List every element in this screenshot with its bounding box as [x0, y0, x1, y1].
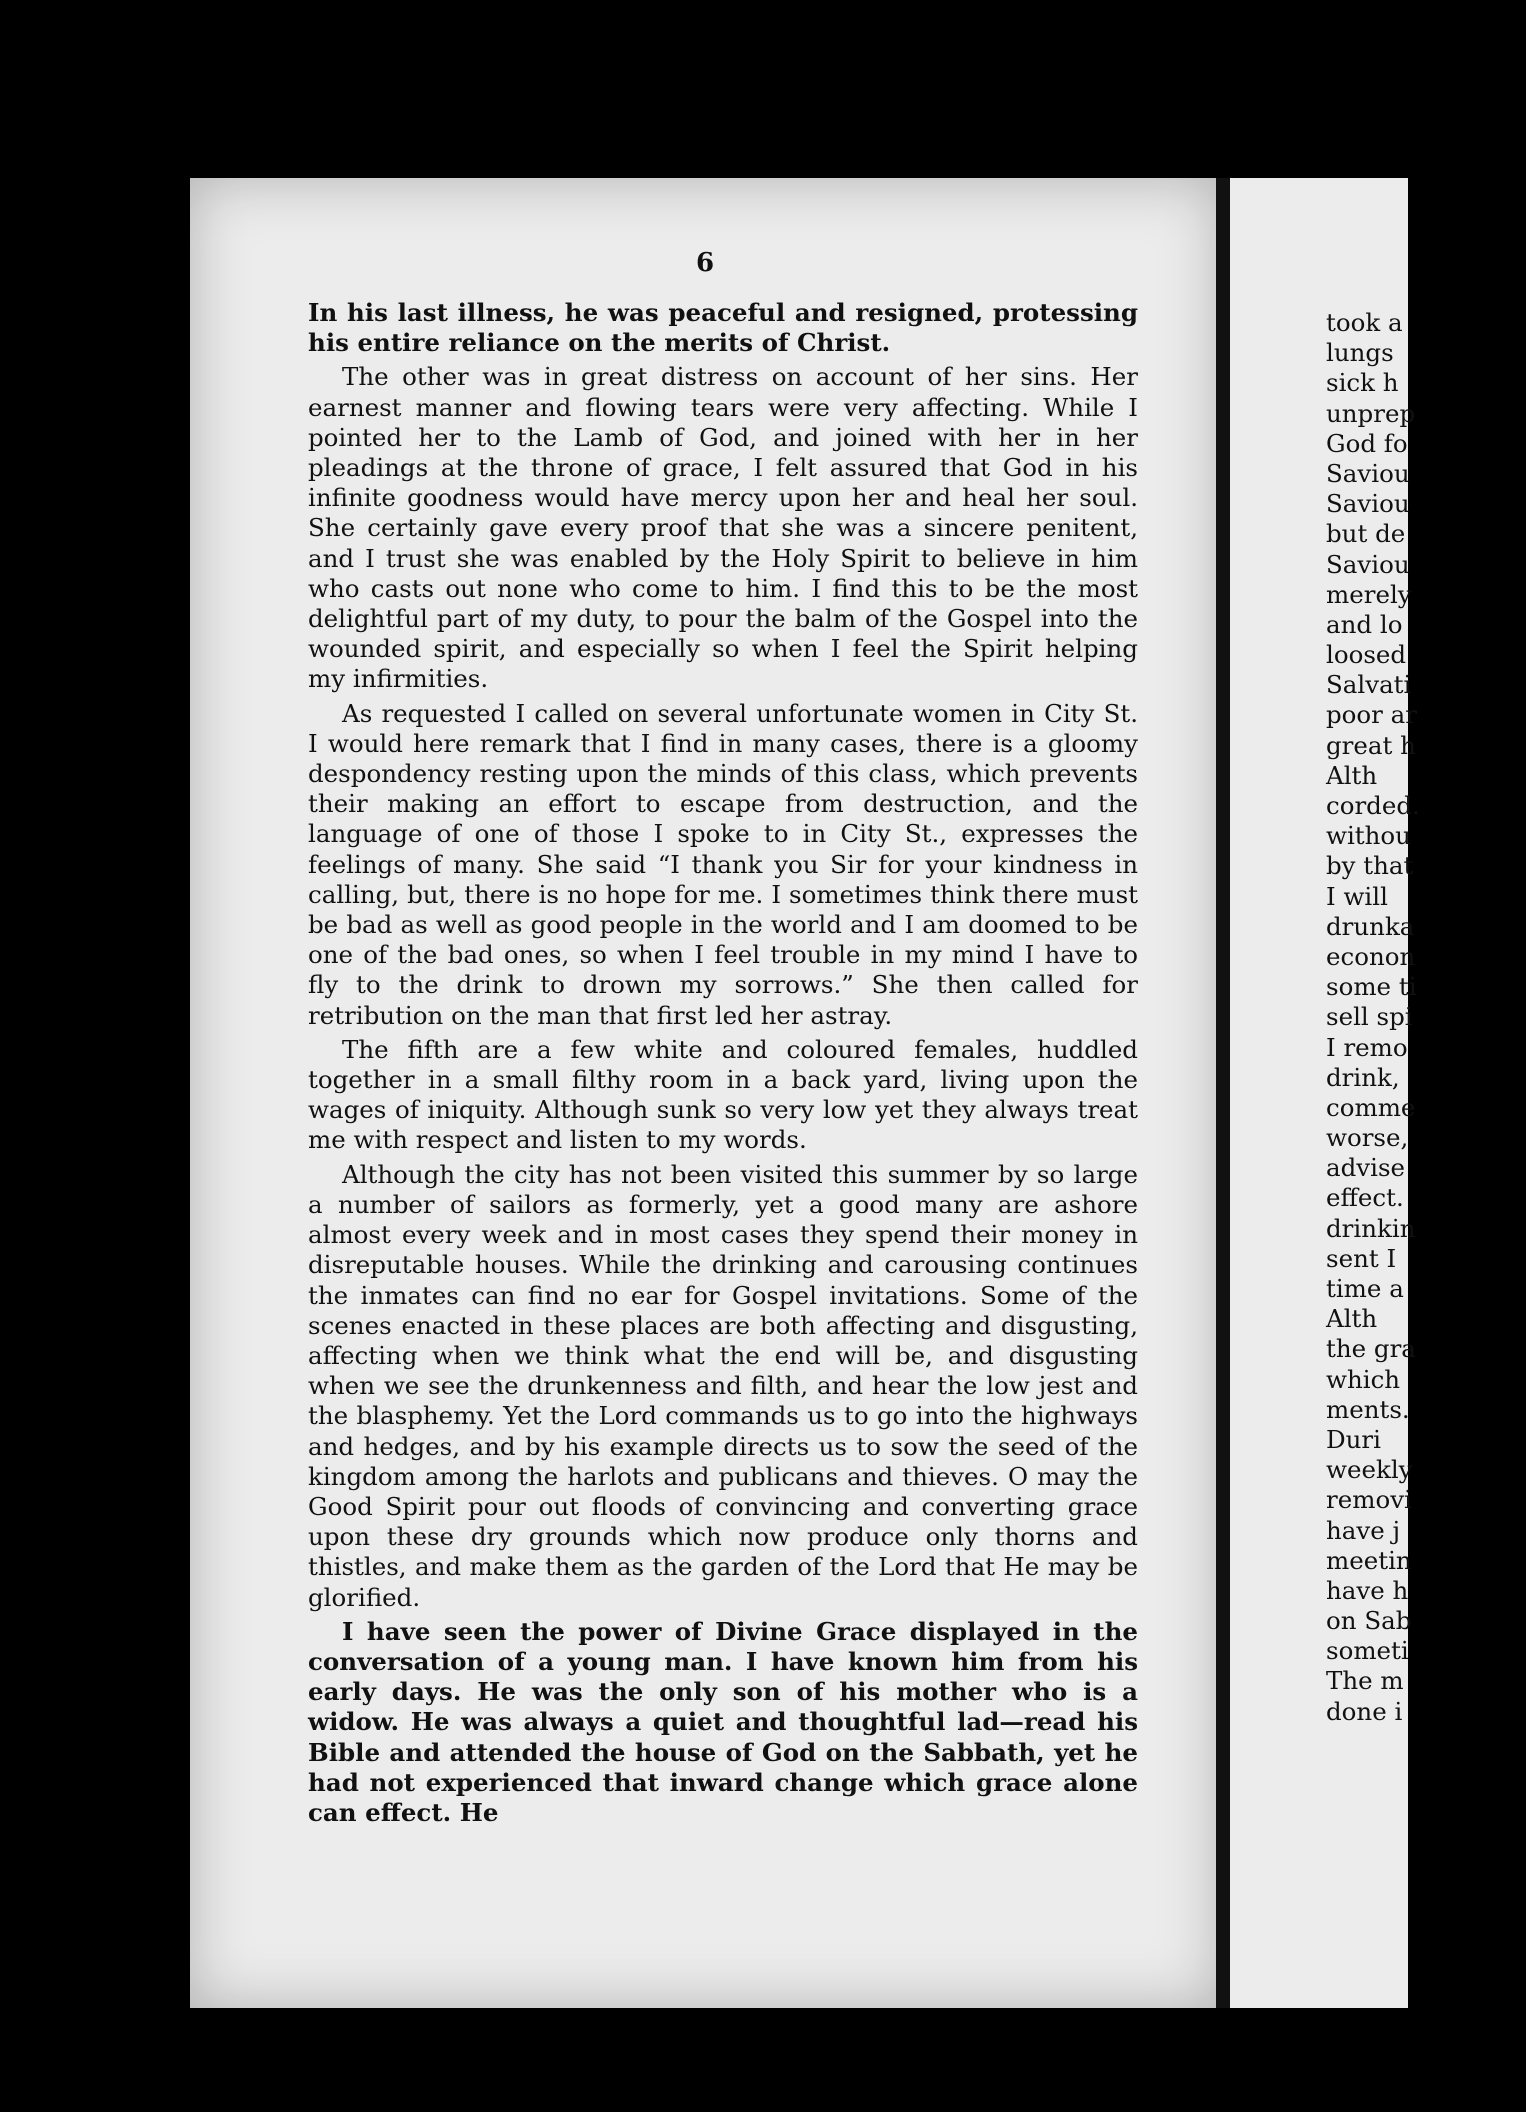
right-fragment-line: God fo	[1326, 428, 1408, 458]
right-fragment-line: effect.	[1326, 1183, 1404, 1213]
right-fragment-line: Alth	[1326, 1304, 1378, 1334]
right-text-fragments	[1326, 308, 1526, 1727]
right-fragment-line: loosed	[1326, 640, 1407, 670]
right-fragment-line: by that	[1326, 851, 1414, 881]
right-fragment-line: time a	[1326, 1274, 1404, 1303]
right-fragment-line: I remo	[1326, 1032, 1408, 1062]
right-fragment-line: Duri	[1326, 1424, 1381, 1454]
right-fragment-line: worse,	[1326, 1123, 1409, 1153]
paragraph-2: The other was in great distress on account of her sins. Her earnest manner and flowing tears were very affecting. While I pointed her to the Lamb of God, and joined with her in her pleadings at the throne of grace, I felt assured that God in his infinite goodness would have mercy upon her and heal her soul. She certainly gave every proof that she was a sincere penitent, and I trust she was enabled by the Holy Spirit to believe in him who casts out none who come to him. I find this to be the most delightful part of my duty, to pour the balm of the Gospel into the wounded spirit, and especially so when I feel the Spirit helping my infirmities.	[308, 362, 1138, 694]
paragraph-6: I have seen the power of Divine Grace displayed in the conversation of a young man. I have known him from his early days. He was the only son of his mother who is a widow. He was always a quiet and thoughtful lad—read his Bible and attended the house of God on the Sabbath, yet he had not experienced that inward change which grace alone can effect. He	[308, 1616, 1138, 1827]
page-number: 6	[695, 248, 715, 278]
right-page-cropped	[1230, 178, 1420, 2008]
right-fragment-line: lungs	[1326, 338, 1394, 368]
left-page	[190, 178, 1220, 2008]
right-fragment-line: withou	[1326, 821, 1411, 851]
right-fragment-line: the gra	[1326, 1334, 1416, 1364]
right-fragment-line: sick h	[1326, 368, 1399, 398]
right-fragment-line: Saviou	[1326, 489, 1410, 519]
right-fragment-line: econon	[1326, 941, 1416, 971]
right-fragment-line: someti	[1326, 1636, 1409, 1666]
right-fragment-line: sell spi	[1326, 1002, 1413, 1032]
right-fragment-line: drinkin	[1326, 1213, 1416, 1243]
right-fragment-line: Saviou	[1326, 549, 1410, 579]
right-fragment-line: drunka	[1326, 911, 1415, 941]
right-fragment-line: sent I	[1326, 1243, 1397, 1273]
right-fragment-line: The m	[1326, 1666, 1404, 1696]
right-fragment-line: poor ar	[1326, 700, 1418, 730]
right-fragment-line: which	[1326, 1364, 1401, 1394]
right-fragment-line: merely	[1326, 579, 1412, 609]
right-fragment-line: corded.	[1326, 791, 1420, 820]
right-fragment-line: took a	[1326, 308, 1403, 337]
paragraph-1: In his last illness, he was peaceful and resigned, protessing his entire reliance on the merits of Christ.	[308, 298, 1138, 358]
right-fragment-line: but de	[1326, 519, 1406, 549]
page-gutter	[1216, 178, 1230, 2008]
main-text-column	[308, 298, 1138, 1832]
right-fragment-line: weekly	[1326, 1455, 1413, 1485]
right-fragment-line: drink,	[1326, 1062, 1400, 1092]
right-fragment-line: on Sab	[1326, 1606, 1412, 1636]
right-fragment-line: and lo	[1326, 609, 1403, 639]
right-fragment-line: Saviou	[1326, 458, 1410, 488]
right-fragment-line: some ti	[1326, 972, 1417, 1002]
paragraph-5: Although the city has not been visited this summer by so large a number of sailors as formerly, yet a good many are ashore almost every week and in most cases they spend their money in disreputable houses. While the drinking and carousing continues the inmates can find no ear for Gospel invitations. Some of the scenes enacted in these places are both affecting and disgusting, affecting when we think what the end will be, and disgusting when we see the drunkenness and filth, and hear the low jest and the blasphemy. Yet the Lord commands us to go into the highways and hedges, and by his example directs us to sow the seed of the kingdom among the harlots and publicans and thieves. O may the Good Spirit pour out floods of convincing and converting grace upon these dry grounds which now produce only thorns and thistles, and make them as the garden of the Lord that He may be glorified.	[308, 1159, 1138, 1612]
right-fragment-line: unprep	[1326, 398, 1416, 428]
paragraph-3: As requested I called on several unfortunate women in City St. I would here remark that I find in many cases, there is a gloomy despondency resting upon the minds of this class, which prevents their making an effort to escape from destruction, and the language of one of those I spoke to in City St., expresses the feelings of many. She said “I thank you Sir for your kindness in calling, but, there is no hope for me. I sometimes think there must be bad as well as good people in the world and I am doomed to be one of the bad ones, so when I feel trouble in my mind I have to fly to the drink to drown my sorrows.” She then called for retribution on the man that first led her astray.	[308, 698, 1138, 1030]
paragraph-4: The fifth are a few white and coloured females, huddled together in a small filthy room in a back yard, living upon the wages of iniquity. Although sunk so very low yet they always treat me with respect and listen to my words.	[308, 1034, 1138, 1155]
right-fragment-line: ments.	[1326, 1394, 1410, 1424]
right-fragment-line: have h	[1326, 1575, 1409, 1605]
right-fragment-line: removi	[1326, 1485, 1412, 1515]
right-fragment-line: I will	[1326, 881, 1388, 911]
right-fragment-line: advise	[1326, 1153, 1406, 1183]
right-fragment-line: Alth	[1326, 760, 1378, 790]
right-fragment-line: meetin	[1326, 1545, 1412, 1575]
right-fragment-line: have j	[1326, 1515, 1401, 1545]
right-fragment-line: comme	[1326, 1092, 1416, 1122]
right-fragment-line: great h	[1326, 730, 1416, 760]
right-fragment-line: Salvati	[1326, 670, 1412, 700]
right-fragment-line: done i	[1326, 1696, 1403, 1726]
